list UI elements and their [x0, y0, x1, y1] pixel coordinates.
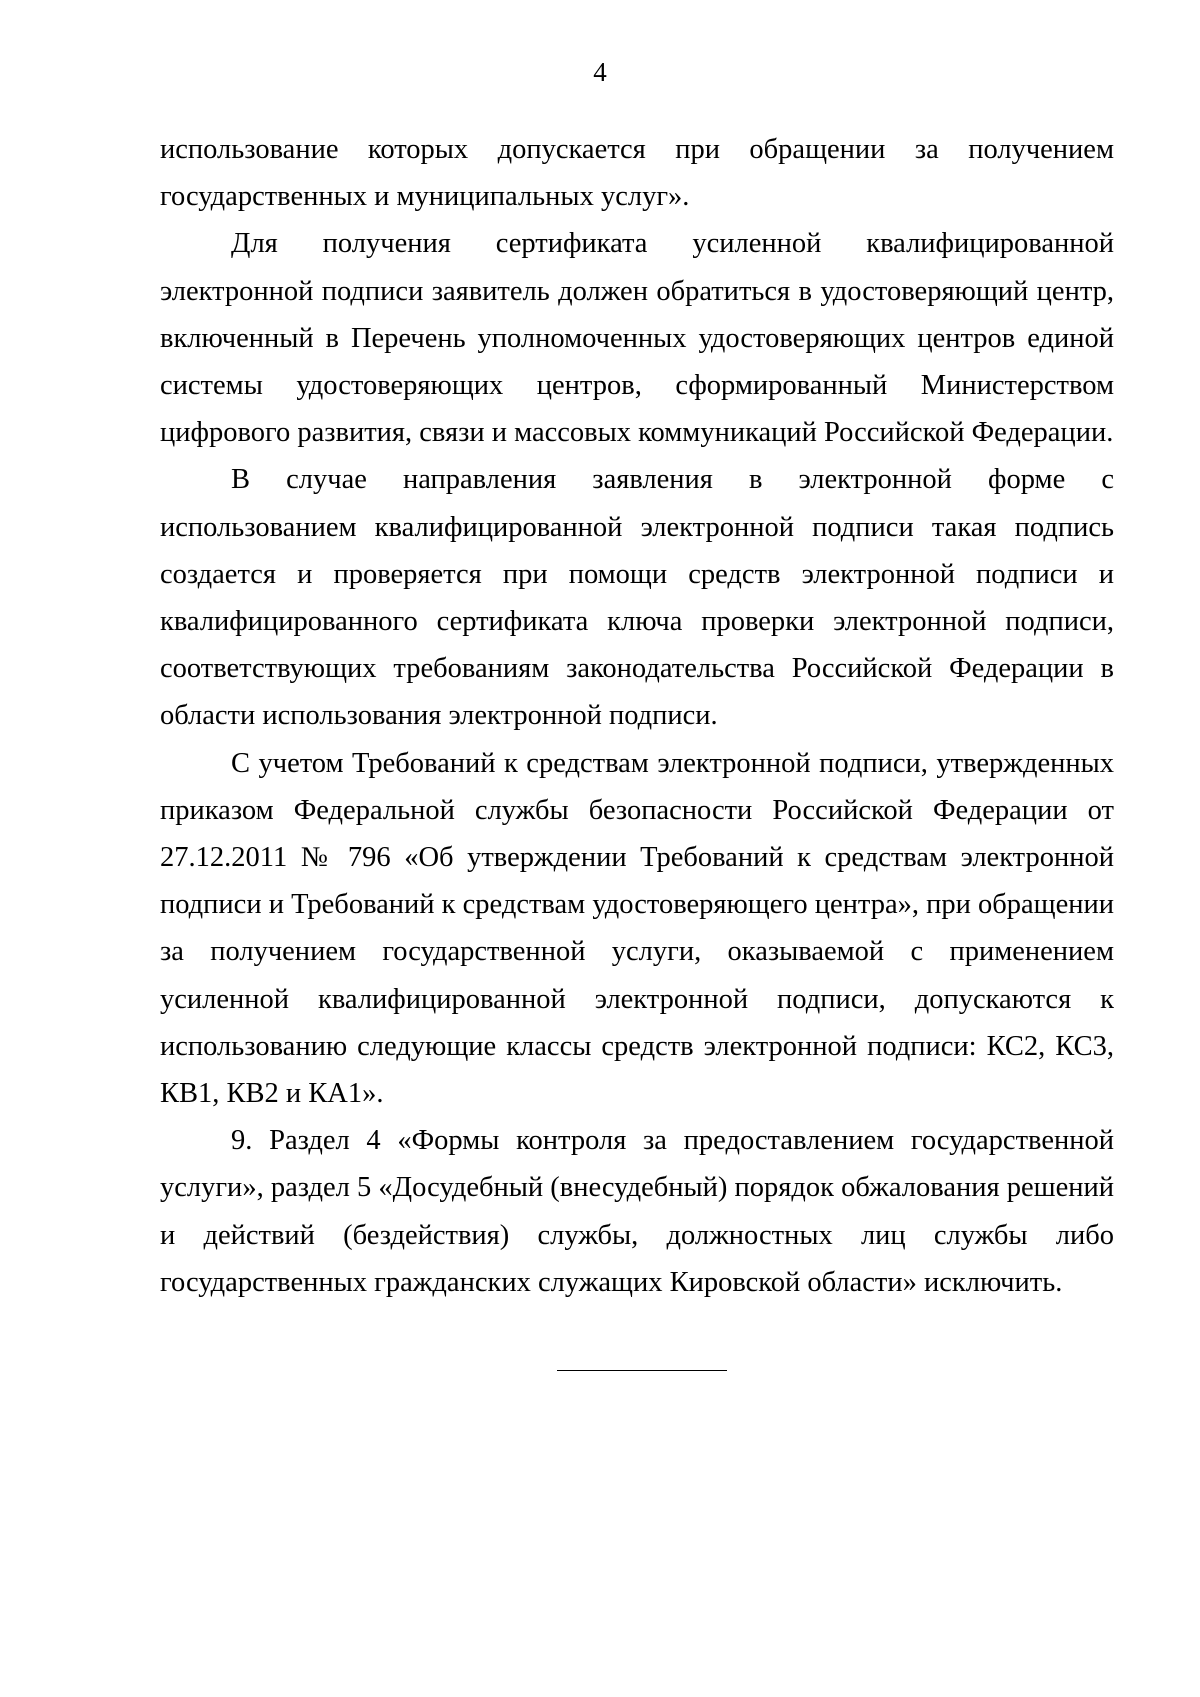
page-number: 4: [593, 57, 607, 87]
document-body: [160, 126, 1114, 1306]
paragraph-electronic-application: В случае направления заявления в электронной форме с использованием квалифицированной электронной подписи такая подпись создается и проверяется при помощи средств электронной подписи и квалифицированного сертификата ключа проверки электронной подписи, соответствующих требованиям законодательства Российской Федерации в области использования электронной подписи.: [160, 464, 1114, 732]
paragraph-certificate: Для получения сертификата усиленной квалифицированной электронной подписи заявитель должен обратиться в удостоверяющий центр, включенный в Перечень уполномоченных удостоверяющих центров единой системы удостоверяющих центров, сформированный Министерством цифрового развития, связи и массовых коммуникаций Российской Федерации.: [160, 228, 1114, 449]
paragraph-requirements: С учетом Требований к средствам электронной подписи, утвержденных приказом Федеральной службы безопасности Российской Федерации от 27.12.2011 № 796 «Об утверждении Требований к средствам электронной подписи и Требований к средствам удостоверяющего центра», при обращении за получением государственной услуги, оказываемой с применением усиленной квалифицированной электронной подписи, допускаются к использованию следующие классы средств электронной подписи: КС2, КС3, КВ1, КВ2 и КА1».: [160, 747, 1114, 1110]
end-of-document-rule: [557, 1370, 727, 1371]
paragraph-continuation: использование которых допускается при обращении за получением государственных и муниципальных услуг».: [160, 134, 1114, 213]
paragraph-item-9: 9. Раздел 4 «Формы контроля за предоставлением государственной услуги», раздел 5 «Досудебный (внесудебный) порядок обжалования решений и действий (бездействия) службы, должностных лиц службы либо государственных гражданских служащих Кировской области» исключить.: [160, 1125, 1114, 1298]
